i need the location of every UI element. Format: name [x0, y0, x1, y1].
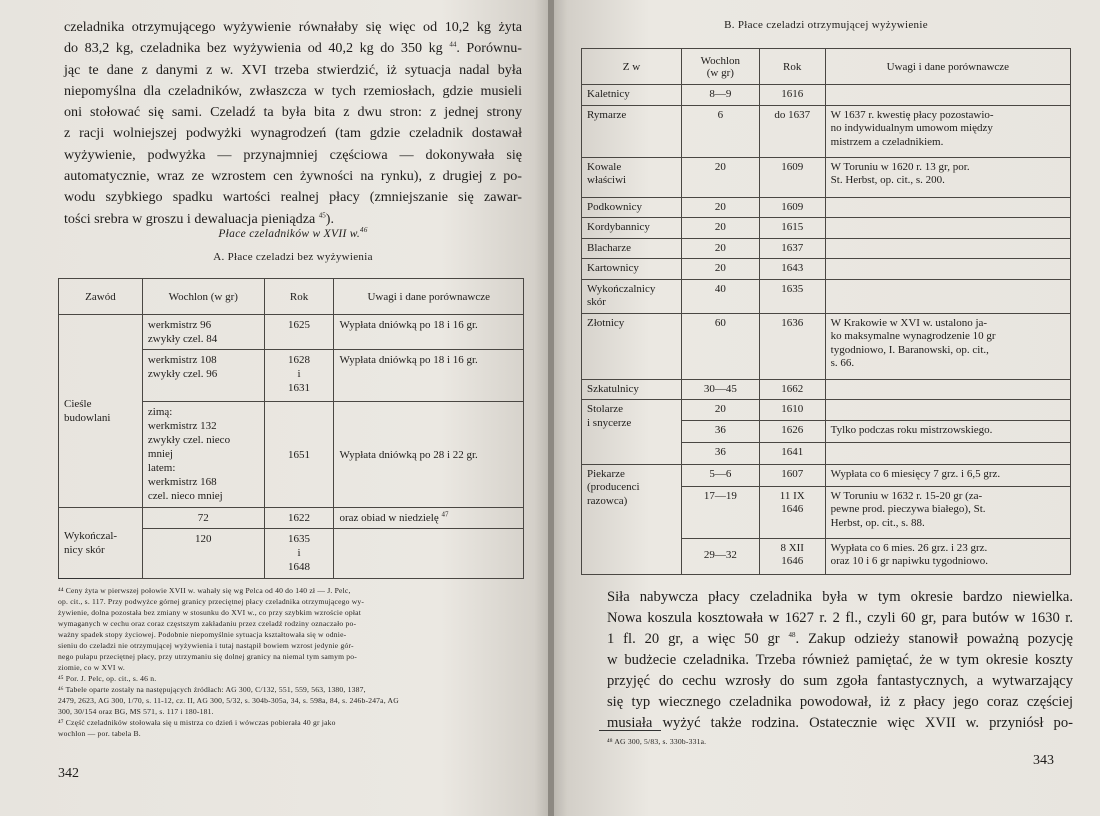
year-cell: do 1637 — [759, 105, 825, 157]
note-cell — [825, 85, 1070, 106]
trade-cell: Kowale właściwi — [582, 157, 682, 197]
year-cell: 1616 — [759, 85, 825, 106]
trade-cell: Wykończalnicy skór — [582, 279, 682, 313]
text-line: jąc te dane z danymi z w. XVI trzeba stwierdzić, iż sytuacja nadal była — [64, 61, 522, 78]
wage-cell: 5—6 — [681, 464, 759, 486]
note-cell: W Toruniu w 1632 r. 15-20 gr (za- pewne prod. pieczywa białego), St. Herbst, op. cit., s. 88. — [825, 486, 1070, 538]
trade-cell: Piekarze (producenci razowca) — [582, 464, 682, 574]
wage-cell: 72 — [142, 508, 264, 529]
note-cell: W Krakowie w XVI w. ustalono ja- ko maksymalne wynagrodzenie 10 gr tygodniowo, I. Baranowski, op. cit., s. 66. — [825, 313, 1070, 379]
trade-cell: Złotnicy — [582, 313, 682, 379]
year-cell: 1609 — [759, 157, 825, 197]
note-cell — [825, 238, 1070, 259]
left-paragraph — [64, 17, 522, 230]
year-cell: 1635 — [759, 279, 825, 313]
footnote-line: nego pułapu przeciętnej płacy, przy utrzymaniu się dolnej granicy na niemal tym samym po- — [58, 652, 358, 661]
note-cell: Wypłata co 6 mies. 26 grz. i 23 grz. oraz 10 i 6 gr napiwku tygodniowo. — [825, 538, 1070, 574]
footnote-line: żywienie, dolna pozostała bez zmiany w stosunku do XVI w., co przy szybkim wzroście opłat — [58, 608, 362, 617]
wage-cell: 20 — [681, 157, 759, 197]
footnote-line: op. cit., s. 117. Przy podwyżce górnej granicy przeciętnej płacy czeladnika otrzymującego wy- — [58, 597, 365, 606]
text-line: w budżecie czeladnika. Trzeba również pamiętać, że w tym okresie koszty — [607, 652, 1073, 668]
note-cell: oraz obiad w niedzielę $^{47}$ — [334, 508, 524, 529]
text-line: przyjęć do cechu wzrosły do sum zgoła fantastycznych, a wytwarzający — [607, 673, 1073, 689]
wage-cell: 20 — [681, 238, 759, 259]
footnote-line: ⁴⁶ Tabele oparte zostały na następujących źródłach: AG 300, C/132, 551, 559, 563, 1380, 1387, — [58, 685, 366, 694]
right-paragraph — [607, 587, 1073, 734]
year-cell: 1622 — [264, 508, 334, 529]
year-cell: 1651 — [264, 402, 334, 508]
table-row — [582, 400, 1071, 421]
note-cell: Wypłata dniówką po 18 i 16 gr. — [334, 315, 524, 350]
wage-cell: 120 — [142, 529, 264, 579]
text-line: czeladnika otrzymującego wyżywienie równałaby się więc od 10,2 kg żyta — [64, 19, 522, 35]
year-cell: 1662 — [759, 379, 825, 400]
text-line: 1 fl. 20 gr, a więc 50 gr $^{48}$. Zakup odzieży stanowił poważną pozycję — [607, 631, 1073, 647]
table-row — [582, 379, 1071, 400]
text-line: z racji wolniejszej podwyżki wynagrodzeń (tam gdzie czeladnik dostawał — [64, 125, 522, 142]
table-row — [59, 508, 524, 529]
footnote-line: 300, 30/154 oraz BG, MS 571, s. 117 i 180-181. — [58, 707, 214, 716]
table-row — [582, 105, 1071, 157]
table-b — [581, 48, 1071, 575]
text-line: Siła nabywcza płacy czeladnika była w tym okresie bardzo niewielka. — [607, 589, 1073, 605]
footnote-line: sieniu do czeladzi nie otrzymującej wyżywienia i tutaj nastąpił bowiem wzrost jedynie gór- — [58, 641, 354, 650]
footnote-line: ważny spadek stopy życiowej. Podobnie niepomyślnie sytuacja kształtowała się w odnie- — [58, 630, 347, 639]
note-cell — [825, 442, 1070, 464]
wage-cell: 20 — [681, 218, 759, 239]
year-cell: 1636 — [759, 313, 825, 379]
text-line: automatycznie, wraz ze wzrostem cen żywności na rynku), z drugiej z po- — [64, 168, 522, 185]
footnote-line: ⁴⁴ Ceny żyta w pierwszej połowie XVII w. wahały się wg Pelca od 40 do 140 zł — J. Pelc, — [58, 586, 351, 595]
text-line: tości srebra w groszu i dewaluacja pieniądza $^{45}$). — [64, 210, 334, 227]
footnote-ref: 44 — [449, 40, 457, 49]
book-gutter — [548, 0, 554, 816]
note-cell — [825, 400, 1070, 421]
text-line: wodu szybkiego spadku wartości realnej płacy (zmniejszanie się zawar- — [64, 189, 522, 206]
footnote-ref: 45 — [318, 210, 326, 219]
text-line: się typ wiecznego czeladnika powodował, iż z płacy jego coraz częściej — [607, 694, 1073, 710]
note-cell: Tylko podczas roku mistrzowskiego. — [825, 420, 1070, 442]
wage-cell: zimą: werkmistrz 132 zwykły czel. nieco mniej latem: werkmistrz 168 czel. nieco mniej — [142, 402, 264, 508]
trade-cell: Kordybannicy — [582, 218, 682, 239]
year-cell: 1641 — [759, 442, 825, 464]
note-cell — [334, 529, 524, 579]
year-cell: 1609 — [759, 197, 825, 218]
trade-cell: Kaletnicy — [582, 85, 682, 106]
table-header: Wochlon (w gr) — [681, 49, 759, 85]
year-cell: 1628 i 1631 — [264, 350, 334, 402]
wage-cell: werkmistrz 96 zwykły czel. 84 — [142, 315, 264, 350]
wage-cell: 40 — [681, 279, 759, 313]
wage-cell: 8—9 — [681, 85, 759, 106]
note-cell: W 1637 r. kwestię płacy pozostawio- no indywidualnym umowom między mistrzem a czeladnikiem. — [825, 105, 1070, 157]
table-a-caption: A. Płace czeladzi bez wyżywienia — [213, 251, 373, 263]
wage-cell: 36 — [681, 442, 759, 464]
wage-cell: 20 — [681, 197, 759, 218]
trade-cell: Wykończal- nicy skór — [59, 508, 143, 579]
note-cell — [825, 197, 1070, 218]
table-a — [58, 278, 524, 579]
wage-cell: 29—32 — [681, 538, 759, 574]
table-row — [582, 85, 1071, 106]
note-cell — [825, 279, 1070, 313]
note-cell — [825, 379, 1070, 400]
trade-cell: Blacharze — [582, 238, 682, 259]
wage-cell: 17—19 — [681, 486, 759, 538]
footnote-line: ⁴⁵ Por. J. Pelc, op. cit., s. 46 n. — [58, 674, 157, 683]
note-cell: Wypłata dniówką po 18 i 16 gr. — [334, 350, 524, 402]
trade-cell: Podkownicy — [582, 197, 682, 218]
table-header: Z w — [582, 49, 682, 85]
table-row — [582, 313, 1071, 379]
table-row — [582, 218, 1071, 239]
footnotes — [58, 585, 524, 739]
table-header: Wochlon (w gr) — [142, 279, 264, 315]
note-cell: Wypłata dniówką po 28 i 22 gr. — [334, 402, 524, 508]
table-row — [582, 197, 1071, 218]
wage-cell: 6 — [681, 105, 759, 157]
text-line: wyżywienie, podwyżka — przynajmniej częściowa — dokonywała się — [64, 146, 522, 163]
note-cell — [825, 218, 1070, 239]
footnote-line: wochlon — por. tabela B. — [58, 729, 141, 738]
wage-cell: werkmistrz 108 zwykły czel. 96 — [142, 350, 264, 402]
table-row — [582, 157, 1071, 197]
note-cell — [825, 259, 1070, 280]
note-cell: Wypłata co 6 miesięcy 7 grz. i 6,5 grz. — [825, 464, 1070, 486]
year-cell: 1635 i 1648 — [264, 529, 334, 579]
table-b-caption: B. Płace czeladzi otrzymującej wyżywienie — [724, 19, 928, 31]
year-cell: 1625 — [264, 315, 334, 350]
footnote-rule — [58, 578, 120, 579]
table-row — [582, 279, 1071, 313]
year-cell: 1610 — [759, 400, 825, 421]
page-number: 342 — [58, 766, 79, 781]
year-cell: 8 XII 1646 — [759, 538, 825, 574]
text-line: niepomyślna dla czeladników, zwłaszcza w tych rzemiosłach, gdzie musieli — [64, 82, 522, 99]
wage-cell: 20 — [681, 400, 759, 421]
note-cell: W Toruniu w 1620 r. 13 gr, por. St. Herbst, op. cit., s. 200. — [825, 157, 1070, 197]
footnote-line: ⁴⁷ Część czeladników stołowała się u mistrza co dzień i wówczas pobierała 40 gr jako — [58, 718, 336, 727]
table-header: Uwagi i dane porównawcze — [825, 49, 1070, 85]
wage-cell: 60 — [681, 313, 759, 379]
table-row — [582, 259, 1071, 280]
table-header: Uwagi i dane porównawcze — [334, 279, 524, 315]
table-header: Rok — [759, 49, 825, 85]
footnote-line: ziomie, co w XVI w. — [58, 663, 125, 672]
footnote-ref: 48 — [788, 631, 796, 640]
text-line: oni stołować się sami. Czeladź ta była bita z dwu stron: z jednej strony — [64, 104, 522, 121]
wage-cell: 20 — [681, 259, 759, 280]
trade-cell: Cieśle budowlani — [59, 315, 143, 508]
table-row — [582, 464, 1071, 486]
footnote-rule — [599, 730, 661, 731]
text-line: do 83,2 kg, czeladnika bez wyżywienia od 40,2 kg do 350 kg $^{44}$. Porównu- — [64, 40, 522, 57]
trade-cell: Rymarze — [582, 105, 682, 157]
year-cell: 1615 — [759, 218, 825, 239]
trade-cell: Stolarze i snycerze — [582, 400, 682, 465]
footnote-line: wymaganych w cechu oraz coraz częstszym zakładaniu przez czeladź rodziny oznaczało po- — [58, 619, 357, 628]
section-title: Płace czeladników w XVII w.$^{46}$ — [218, 226, 368, 240]
table-row — [59, 315, 524, 350]
wage-cell: 30—45 — [681, 379, 759, 400]
table-header: Zawód — [59, 279, 143, 315]
text-line: Nowa koszula kosztowała w 1627 r. 2 fl., czyli 60 gr, para butów w 1630 r. — [607, 610, 1073, 626]
year-cell: 1637 — [759, 238, 825, 259]
text-line: musiała wyżyć także rodzina. Ostatecznie więc XVII w. przyniósł po- — [607, 715, 1073, 731]
table-header: Rok — [264, 279, 334, 315]
year-cell: 1626 — [759, 420, 825, 442]
year-cell: 1607 — [759, 464, 825, 486]
page-number: 343 — [1033, 753, 1054, 768]
trade-cell: Kartownicy — [582, 259, 682, 280]
year-cell: 1643 — [759, 259, 825, 280]
year-cell: 11 IX 1646 — [759, 486, 825, 538]
footnote-line: 2479, 2623, AG 300, 1/70, s. 11-12, cz. II, AG 300, 5/32, s. 304b-305a, 34, s. 598a, 84, s. 246b-247a, AG — [58, 696, 399, 705]
table-row — [582, 238, 1071, 259]
right-page — [551, 0, 1100, 816]
footnote-line: ⁴⁸ AG 300, 5/83, s. 330b-331a. — [607, 737, 707, 746]
wage-cell: 36 — [681, 420, 759, 442]
trade-cell: Szkatulnicy — [582, 379, 682, 400]
footnotes — [607, 736, 1067, 747]
